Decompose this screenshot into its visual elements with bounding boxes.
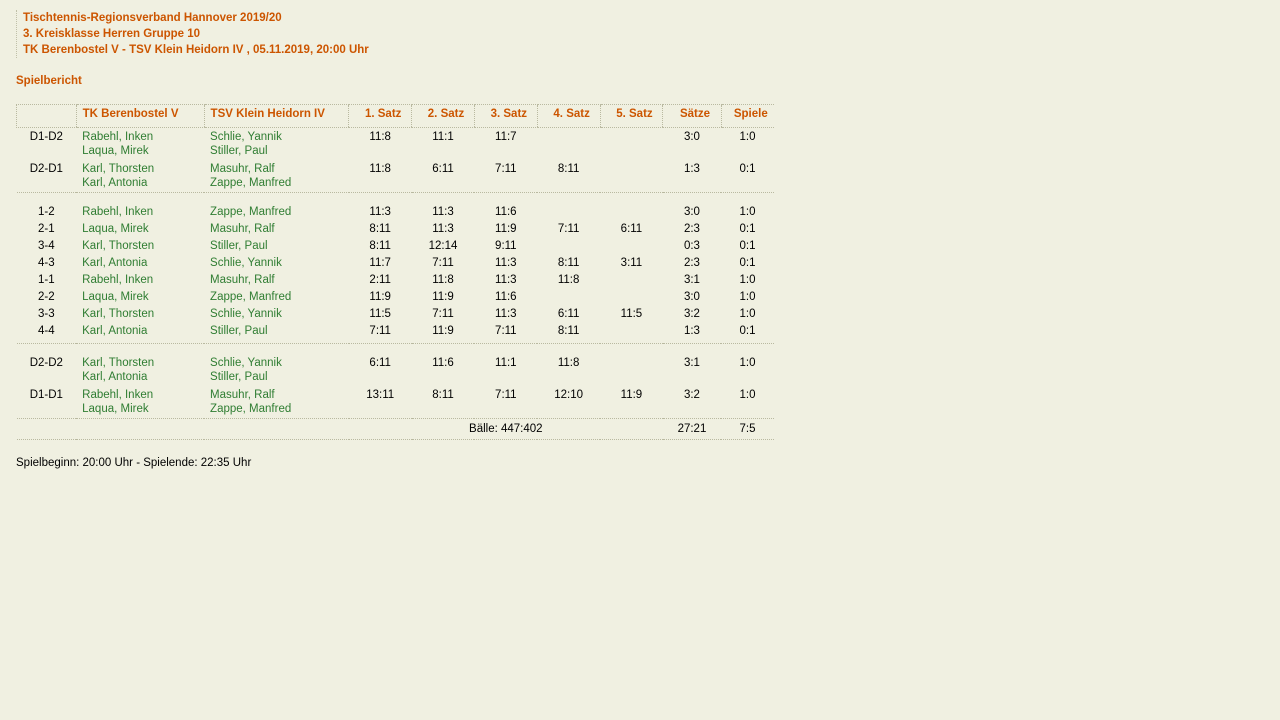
set-1-score: 7:11 (349, 322, 412, 344)
set-2-score: 11:1 (432, 131, 454, 143)
set-5-score (600, 203, 663, 220)
match-number: 3-4 (38, 240, 55, 252)
set-4-score (537, 237, 600, 254)
header-league: 3. Kreisklasse Herren Gruppe 10 (23, 28, 201, 40)
column-header-saetze: Sätze (663, 105, 721, 128)
home-player-partner: Karl, Antonia (82, 371, 148, 383)
spiele-result: 1:0 (739, 131, 756, 143)
set-3-score: 9:11 (495, 240, 517, 252)
set-2-score: 7:11 (432, 257, 454, 269)
set-1-score: 11:7 (369, 257, 391, 269)
away-player-partner: Zappe, Manfred (210, 403, 292, 415)
home-player: Laqua, Mirek (82, 291, 149, 303)
home-player: Rabehl, Inken (82, 389, 154, 401)
match-report-body (17, 105, 775, 440)
set-4-score: 11:8 (557, 357, 580, 369)
set-1-score: 2:11 (369, 274, 391, 286)
match-number: D2-D2 (29, 357, 63, 369)
set-1-score: 11:5 (369, 308, 391, 320)
column-header-set-3: 3. Satz (474, 105, 537, 128)
match-number: 3-3 (38, 308, 55, 320)
set-3-score: 11:1 (495, 357, 517, 369)
match-number: 4-4 (17, 322, 77, 344)
match-number: D2-D1 (29, 163, 63, 175)
away-player: Zappe, Manfred (210, 206, 292, 218)
set-2-score: 8:11 (432, 389, 454, 401)
set-1-score: 11:3 (369, 206, 391, 218)
match-number: 4-3 (38, 257, 55, 269)
set-5-score: 11:5 (620, 308, 643, 320)
home-player-partner: Laqua, Mirek (82, 145, 149, 157)
set-2-score: 11:6 (432, 357, 454, 369)
set-4-score: 11:8 (557, 274, 580, 286)
away-player: Zappe, Manfred (210, 291, 292, 303)
spiele-result: 0:1 (739, 240, 756, 252)
header-association: Tischtennis-Regionsverband Hannover 2019/20 (23, 12, 282, 24)
column-header-set-2: 2. Satz (412, 105, 475, 128)
set-3-score: 11:3 (495, 274, 517, 286)
table-row (17, 203, 775, 220)
table-row (17, 220, 775, 237)
saetze-result: 3:2 (683, 308, 700, 320)
group-spacer (17, 344, 775, 355)
set-2-score: 6:11 (432, 163, 454, 175)
set-4-score: 12:10 (554, 389, 584, 401)
set-3-score: 11:3 (495, 257, 517, 269)
spiele-result: 0:1 (739, 163, 756, 175)
away-player: Masuhr, Ralf (210, 274, 275, 286)
set-2-score: 12:14 (428, 240, 458, 252)
column-header-home-team: TK Berenbostel V (76, 105, 204, 128)
spiele-result: 1:0 (739, 357, 756, 369)
set-2-score: 11:3 (432, 223, 454, 235)
set-5-score: 3:11 (620, 257, 643, 269)
set-3-score: 11:9 (495, 223, 517, 235)
away-player: Masuhr, Ralf (210, 389, 275, 401)
set-3-score: 11:6 (495, 291, 517, 303)
column-header-nr (17, 105, 77, 128)
away-player: Schlie, Yannik (210, 257, 282, 269)
table-row (17, 271, 775, 288)
total-balls: Bälle: 447:402 (349, 419, 663, 440)
set-2-score: 7:11 (432, 308, 454, 320)
set-4-score: 8:11 (557, 257, 580, 269)
home-player-partner: Karl, Antonia (76, 177, 204, 193)
saetze-result: 1:3 (663, 322, 721, 344)
column-header-set-5: 5. Satz (600, 105, 663, 128)
column-header-spiele: Spiele (721, 105, 774, 128)
set-3-score: 7:11 (474, 322, 537, 344)
set-5-score (600, 237, 663, 254)
page-title: Spielbericht (16, 75, 82, 87)
set-5-score (600, 354, 663, 371)
table-row (17, 128, 775, 146)
spiele-result: 0:1 (739, 223, 756, 235)
away-player: Masuhr, Ralf (210, 223, 275, 235)
table-row-partner (17, 177, 775, 193)
table-row-partner (17, 371, 775, 386)
home-player: Karl, Antonia (76, 322, 204, 344)
table-row (17, 354, 775, 371)
set-3-score: 11:3 (495, 308, 517, 320)
match-number: 1-2 (38, 206, 55, 218)
table-header-row (17, 105, 775, 128)
saetze-result: 3:0 (683, 291, 700, 303)
spiele-result: 1:0 (739, 389, 756, 401)
set-5-score: 6:11 (620, 223, 643, 235)
set-2-score: 11:3 (432, 206, 454, 218)
set-3-score: 11:7 (495, 131, 517, 143)
table-row (17, 322, 775, 344)
column-header-set-4: 4. Satz (537, 105, 600, 128)
group-spacer (17, 193, 775, 204)
set-1-score: 11:8 (369, 131, 391, 143)
table-row (17, 160, 775, 177)
match-number: 2-2 (38, 291, 55, 303)
set-3-score: 7:11 (495, 389, 517, 401)
table-row (17, 237, 775, 254)
match-number: D1-D1 (29, 389, 63, 401)
total-saetze: 27:21 (663, 419, 721, 440)
saetze-result: 1:3 (683, 163, 700, 175)
spiele-result: 0:1 (739, 257, 756, 269)
spiele-result: 1:0 (739, 206, 756, 218)
away-player: Masuhr, Ralf (210, 163, 275, 175)
set-5-score: 11:9 (620, 389, 643, 401)
set-1-score: 13:11 (366, 389, 395, 401)
set-2-score: 11:8 (432, 274, 454, 286)
home-player: Rabehl, Inken (82, 274, 154, 286)
set-4-score (537, 203, 600, 220)
saetze-result: 3:0 (683, 206, 700, 218)
table-row-partner (17, 403, 775, 419)
home-player: Karl, Thorsten (82, 308, 155, 320)
set-5-score (600, 322, 663, 344)
table-row (17, 305, 775, 322)
report-header (16, 10, 369, 58)
set-4-score (537, 128, 600, 146)
set-1-score: 11:9 (369, 291, 391, 303)
away-player: Schlie, Yannik (210, 131, 282, 143)
table-row (17, 288, 775, 305)
match-number: 2-1 (38, 223, 55, 235)
away-player: Schlie, Yannik (210, 357, 282, 369)
set-5-score (600, 160, 663, 177)
away-player-partner: Stiller, Paul (210, 145, 268, 157)
home-player-partner: Laqua, Mirek (82, 403, 149, 415)
saetze-result: 2:3 (683, 257, 700, 269)
set-5-score (600, 271, 663, 288)
set-4-score: 8:11 (557, 163, 580, 175)
match-number-empty (17, 145, 77, 160)
saetze-result: 3:1 (683, 274, 700, 286)
set-4-score: 8:11 (537, 322, 600, 344)
set-1-score: 8:11 (369, 223, 391, 235)
away-player-partner: Stiller, Paul (210, 371, 268, 383)
home-player: Karl, Thorsten (82, 240, 155, 252)
column-header-away-team: TSV Klein Heidorn IV (204, 105, 349, 128)
away-player-partner: Zappe, Manfred (204, 177, 349, 193)
match-times-note: Spielbeginn: 20:00 Uhr - Spielende: 22:35 Uhr (16, 457, 252, 469)
home-player: Laqua, Mirek (82, 223, 149, 235)
total-spiele: 7:5 (721, 419, 774, 440)
set-3-score: 11:6 (495, 206, 517, 218)
saetze-result: 3:0 (683, 131, 700, 143)
spiele-result: 0:1 (721, 322, 774, 344)
saetze-result: 0:3 (683, 240, 700, 252)
spiele-result: 1:0 (739, 308, 756, 320)
header-match: TK Berenbostel V - TSV Klein Heidorn IV , 05.11.2019, 20:00 Uhr (23, 44, 369, 56)
set-1-score: 6:11 (369, 357, 391, 369)
match-number: 1-1 (38, 274, 55, 286)
set-2-score: 11:9 (412, 322, 475, 344)
match-report-table (16, 104, 774, 440)
column-header-set-1: 1. Satz (349, 105, 412, 128)
set-4-score: 6:11 (557, 308, 580, 320)
set-4-score (537, 288, 600, 305)
spiele-result: 1:0 (739, 291, 756, 303)
table-row (17, 386, 775, 403)
saetze-result: 3:1 (683, 357, 700, 369)
match-number: D1-D2 (29, 131, 63, 143)
home-player: Karl, Thorsten (82, 357, 155, 369)
set-1-score: 11:8 (369, 163, 391, 175)
set-5-score (600, 128, 663, 146)
set-1-score: 8:11 (369, 240, 391, 252)
home-player: Rabehl, Inken (82, 131, 154, 143)
saetze-result: 2:3 (683, 223, 700, 235)
home-player: Karl, Antonia (82, 257, 148, 269)
away-player: Stiller, Paul (204, 322, 349, 344)
away-player: Schlie, Yannik (210, 308, 282, 320)
set-3-score: 7:11 (495, 163, 517, 175)
totals-row (17, 419, 775, 440)
set-2-score: 11:9 (432, 291, 454, 303)
home-player: Rabehl, Inken (82, 206, 154, 218)
table-row-partner (17, 145, 775, 160)
set-5-score (600, 288, 663, 305)
saetze-result: 3:2 (683, 389, 700, 401)
table-row (17, 254, 775, 271)
set-4-score: 7:11 (557, 223, 580, 235)
spiele-result: 1:0 (739, 274, 756, 286)
away-player: Stiller, Paul (210, 240, 268, 252)
home-player: Karl, Thorsten (82, 163, 155, 175)
